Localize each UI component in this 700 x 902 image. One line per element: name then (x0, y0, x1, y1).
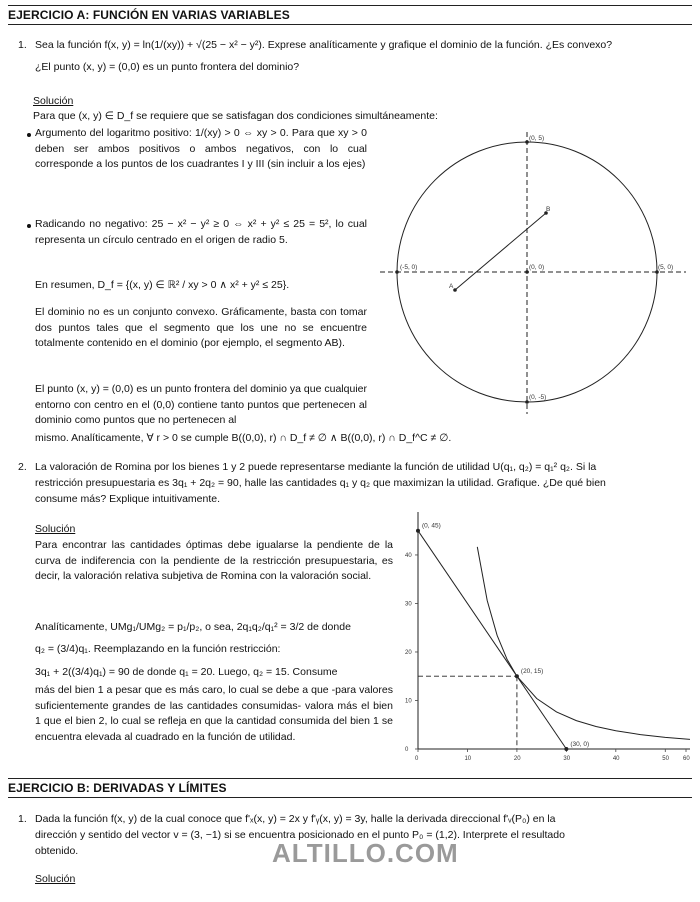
q1-intro: Para que (x, y) ∈ D_f se requiere que se satisfagan dos condiciones simultáneamente: (33, 110, 438, 122)
q2-statement-line2: restricción presupuestaria es 3q₁ + 2q₂ = 90, halle las cantidades q₁ y q₂ que maximizan la utilidad. Grafique. ¿De qué bien (35, 477, 606, 489)
label-left: (-5, 0) (400, 264, 418, 271)
q1-bullet2: Radicando no negativo: 25 − x² − y² ≥ 0 ⇔ x² + y² ≤ 25 = 5², lo cual representa un círculo centrado en el origen de radio 5. (35, 218, 367, 246)
q1-frontier: El punto (x, y) = (0,0) es un punto frontera del dominio ya que cualquier entorno con centro en el (0,0) contiene tanto puntos que pertenecen al dominio como puntos que no pertenecen al (35, 383, 367, 426)
q2-paragraph1: Para encontrar las cantidades óptimas debe igualarse la pendiente de la curva de indiferencia con la pendiente de la restricción presupuestaria, es decir, la valoración relativa subjetiva de Romina con la valoración social. (35, 539, 393, 582)
q1-statement-line1: Sea la función f(x, y) = ln(1/(xy)) + √(25 − x² − y²). Exprese analíticamente y grafique el dominio de la función. ¿Es convexo? (35, 39, 613, 51)
y-tick-label: 30 (405, 601, 412, 608)
bullet-dot (27, 224, 31, 228)
annotation-point (564, 747, 568, 751)
q1-solution-label: Solución (33, 95, 74, 107)
q1-frontier-last: mismo. Analíticamente, ∀ r > 0 se cumple B((0,0), r) ∩ D_f ≠ ∅ ∧ B((0,0), r) ∩ D_f^C ≠ ∅. (35, 432, 452, 444)
x-tick-label: 50 (662, 756, 669, 762)
exercise-a-title: EJERCICIO A: FUNCIÓN EN VARIAS VARIABLES (8, 8, 290, 22)
label-right: (5, 0) (658, 264, 674, 271)
exercise-b-top-rule (8, 778, 692, 779)
segment-ab (455, 213, 546, 290)
b-q1-number: 1. (18, 813, 27, 825)
q1-bullet1: Argumento del logaritmo positivo: 1/(xy) > 0 ⇔ xy > 0. Para que xy > 0 deben ser ambos positivos o ambos negativos, con lo cual corresponde a los puntos de los cuadrantes I y III (sin incluir a los ejes) (35, 127, 367, 170)
utility-chart (400, 508, 695, 765)
label-point-b: B (546, 206, 551, 213)
b-q1-statement-line2: dirección y sentido del vector v = (3, −1) si se encuentra posicionado en el punto P₀ = (1,2). Interprete el resultado (35, 829, 565, 841)
q2-solution-label: Solución (35, 523, 76, 535)
q2-number: 2. (18, 461, 27, 473)
x-tick-label: 0 (415, 756, 419, 762)
exercise-b-title: EJERCICIO B: DERIVADAS Y LÍMITES (8, 781, 227, 795)
x-tick-label: 60 (683, 756, 690, 762)
q2-paragraph2d: más del bien 1 a pesar que es más caro, lo cual se debe a que -para valores suficientemente grandes de las cantidades consumidas- valora más el bien 1 que el bien 2, lo cual se refleja en que la cantidad consumida del bien 1 se encuentra elevada al cuadrado en la función de utilidad. (35, 684, 393, 743)
b-q1-statement-line1: Dada la función f(x, y) de la cual conoce que f'ₓ(x, y) = 2x y f'ᵧ(x, y) = 3y, halle la derivada direccional f'ᵥ(P₀) en la (35, 813, 556, 825)
domain-figure (378, 128, 688, 418)
q2-paragraph2a: Analíticamente, UMg₁/UMg₂ = p₁/p₂, o sea, 2q₁q₂/q₁² = 3/2 de donde (35, 621, 351, 633)
watermark-logo: ALTILLO.COM (272, 838, 459, 868)
x-tick-label: 30 (563, 756, 571, 762)
x-tick-label: 10 (464, 756, 472, 762)
q1-statement-line2: ¿El punto (x, y) = (0,0) es un punto frontera del dominio? (35, 61, 300, 73)
label-bottom: (0, -5) (529, 394, 547, 401)
q1-summary: En resumen, D_f = {(x, y) ∈ ℝ² / xy > 0 ∧ x² + y² ≤ 25}. (35, 279, 290, 291)
annotation-point (515, 674, 519, 678)
annotation-label: (20, 15) (520, 668, 544, 676)
b-q1-statement-line3: obtenido. (35, 845, 79, 857)
b-q1-solution-label: Solución (35, 873, 76, 885)
x-tick-label: 20 (513, 756, 521, 762)
annotation-label: (30, 0) (570, 741, 590, 748)
label-point-a: A (449, 283, 454, 290)
q1-convex: El dominio no es un conjunto convexo. Gráficamente, basta con tomar dos puntos tales que el segmento que los une no se encuentre totalmente contenido en el dominio (por ejemplo, el segmento AB). (35, 306, 367, 349)
y-tick-label: 10 (405, 698, 412, 705)
q2-statement-line3: consume más? Explique intuitivamente. (35, 493, 221, 505)
left-marker (395, 270, 399, 274)
label-top: (0, 5) (529, 135, 545, 142)
top-rule (8, 5, 692, 6)
exercise-b-underline (8, 797, 692, 798)
q2-statement-line1: La valoración de Romina por los bienes 1 y 2 puede representarse mediante la función de utilidad U(q₁, q₂) = q₁² q₂. Si la (35, 461, 597, 473)
annotation-label: (0, 45) (422, 522, 441, 530)
q2-paragraph2c: 3q₁ + 2((3/4)q₁) = 90 de donde q₁ = 20. Luego, q₂ = 15. Consume (35, 666, 338, 678)
exercise-a-underline (8, 24, 692, 25)
point-a-marker (453, 288, 457, 292)
annotation-point (416, 529, 420, 533)
x-tick-label: 40 (612, 756, 620, 762)
y-tick-label: 0 (405, 747, 409, 753)
budget-line (418, 531, 566, 749)
bullet-dot (27, 133, 31, 137)
q1-number: 1. (18, 39, 27, 51)
indifference-curve (477, 547, 690, 740)
q2-paragraph2b: q₂ = (3/4)q₁. Reemplazando en la función restricción: (35, 643, 281, 655)
label-origin: (0, 0) (529, 264, 545, 271)
y-tick-label: 20 (405, 649, 412, 656)
y-tick-label: 40 (405, 552, 412, 559)
